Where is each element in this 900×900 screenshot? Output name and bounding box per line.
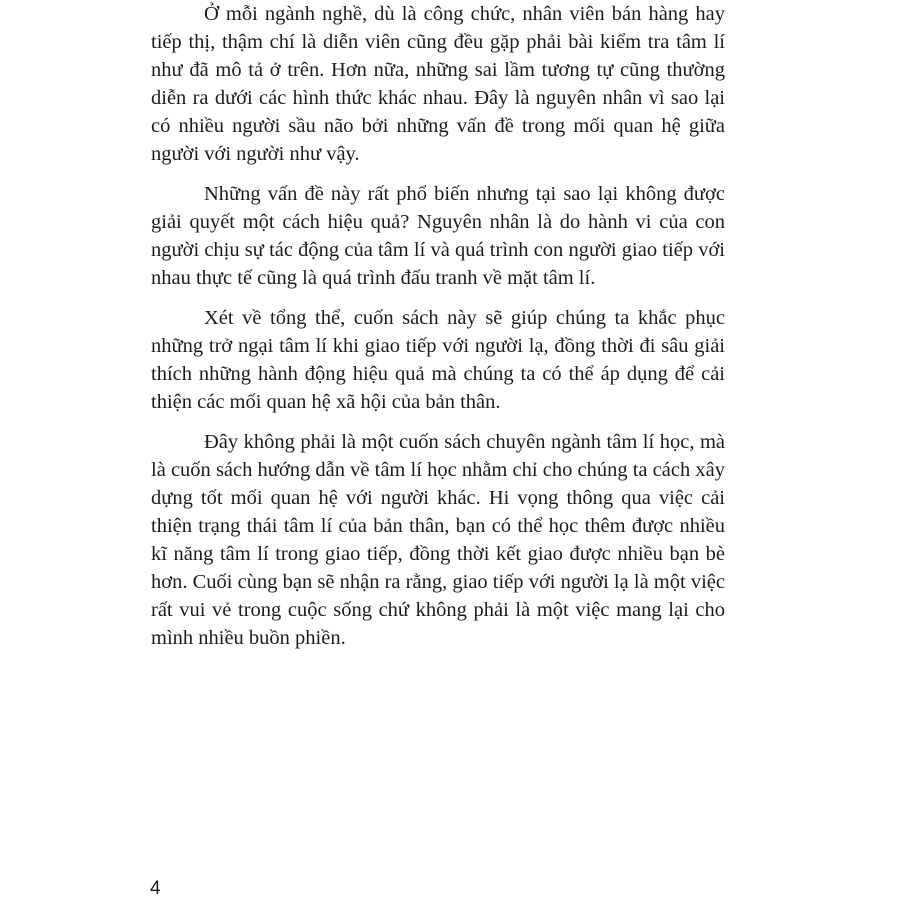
paragraph-4: Đây không phải là một cuốn sách chuyên ngành tâm lí học, mà là cuốn sách hướng dẫn về tâm lí học nhằm chỉ cho chúng ta cách xây dựng tốt mối quan hệ với người khác. Hi vọng thông qua việc cải thiện trạng thái tâm lí của bản thân, bạn có thể học thêm được nhiều kĩ năng tâm lí trong giao tiếp, đồng thời kết giao được nhiều bạn bè hơn. Cuối cùng bạn sẽ nhận ra rằng, giao tiếp với người lạ là một việc rất vui vẻ trong cuộc sống chứ không phải là một việc mang lại cho mình nhiều buồn phiền.	[151, 430, 725, 650]
paragraph-3: Xét về tổng thể, cuốn sách này sẽ giúp chúng ta khắc phục những trở ngại tâm lí khi giao tiếp với người lạ, đồng thời đi sâu giải thích những hành động hiệu quả mà chúng ta có thể áp dụng để cải thiện các mối quan hệ xã hội của bản thân.	[151, 306, 725, 414]
page-number: 4	[150, 878, 161, 899]
paragraph-1: Ở mỗi ngành nghề, dù là công chức, nhân viên bán hàng hay tiếp thị, thậm chí là diễn viên cũng đều gặp phải bài kiểm tra tâm lí như đã mô tả ở trên. Hơn nữa, những sai lầm tương tự cũng thường diễn ra dưới các hình thức khác nhau. Đây là nguyên nhân vì sao lại có nhiều người sầu não bởi những vấn đề trong mối quan hệ giữa người với người như vậy.	[151, 3, 725, 166]
body-text	[151, 0, 725, 664]
paragraph-2: Những vấn đề này rất phổ biến nhưng tại sao lại không được giải quyết một cách hiệu quả? Nguyên nhân là do hành vi của con người chịu sự tác động của tâm lí và quá trình con người giao tiếp với nhau thực tế cũng là quá trình đấu tranh về mặt tâm lí.	[151, 183, 725, 290]
